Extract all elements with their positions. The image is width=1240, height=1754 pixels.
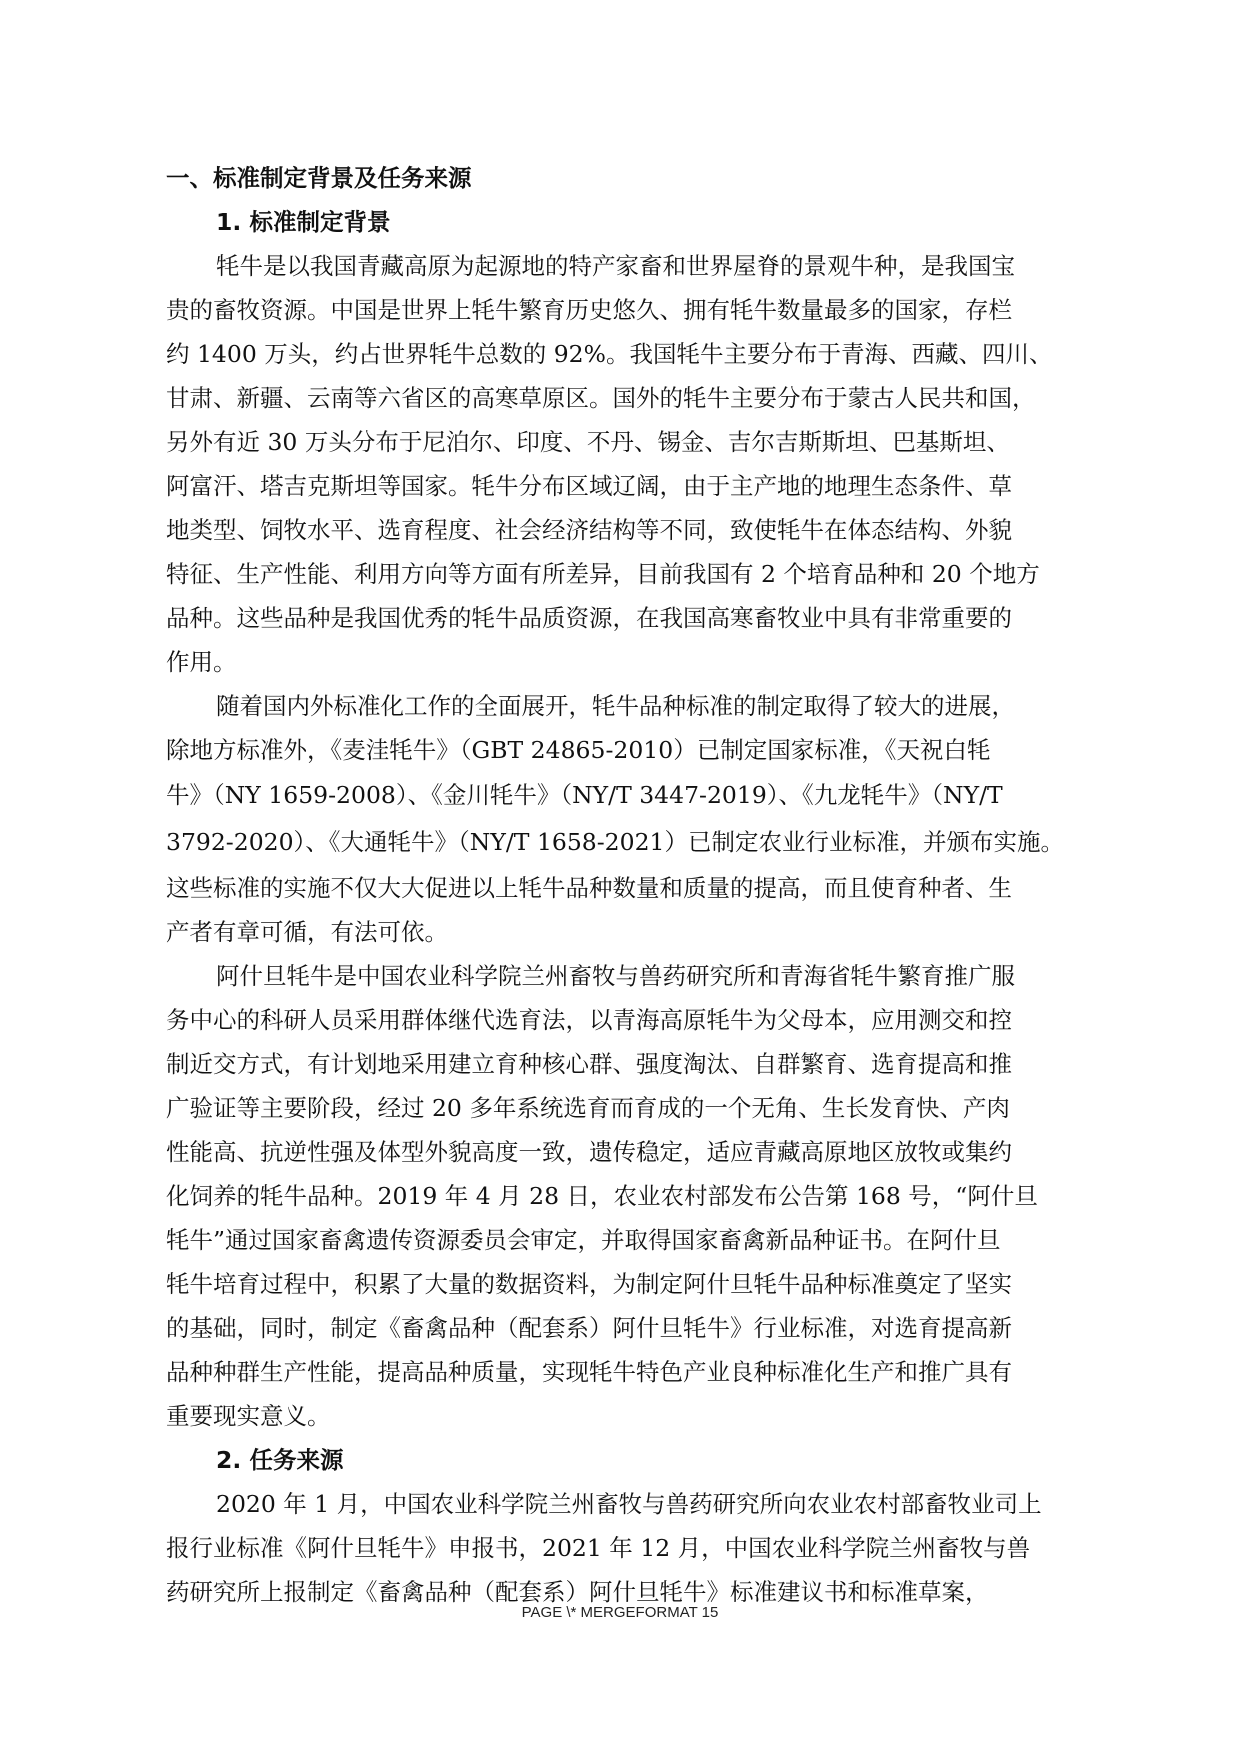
paragraph-line: 这些标准的实施不仅大大促进以上牦牛品种数量和质量的提高，而且使育种者、生 (166, 874, 1012, 902)
paragraph-line: 制近交方式，有计划地采用建立育种核心群、强度淘汰、自群繁育、选育提高和推 (166, 1050, 1012, 1078)
subsection-heading-task-source: 2. 任务来源 (216, 1446, 344, 1474)
paragraph-line: 另外有近 30 万头分布于尼泊尔、印度、不丹、锡金、吉尔吉斯斯坦、巴基斯坦、 (166, 428, 1010, 456)
paragraph-line: 品种种群生产性能，提高品种质量，实现牦牛特色产业良种标准化生产和推广具有 (166, 1358, 1012, 1386)
paragraph-line: 化饲养的牦牛品种。2019 年 4 月 28 日，农业农村部发布公告第 168 号，“阿什旦 (166, 1182, 1038, 1210)
paragraph-line: 药研究所上报制定《畜禽品种（配套系）阿什旦牦牛》标准建议书和标准草案， (166, 1578, 989, 1606)
paragraph-line: 的基础，同时，制定《畜禽品种（配套系）阿什旦牦牛》行业标准，对选育提高新 (166, 1314, 1012, 1342)
paragraph-line: 报行业标准《阿什旦牦牛》申报书，2021 年 12 月，中国农业科学院兰州畜牧与兽 (166, 1534, 1031, 1562)
paragraph-line: 地类型、饲牧水平、选育程度、社会经济结构等不同，致使牦牛在体态结构、外貌 (166, 516, 1012, 544)
paragraph-line: 甘肃、新疆、云南等六省区的高寒草原区。国外的牦牛主要分布于蒙古人民共和国， (166, 384, 1036, 412)
paragraph (166, 244, 1076, 684)
paragraph-line: 除地方标准外，《麦洼牦牛》（GBT 24865-2010）已制定国家标准，《天祝白牦 (166, 736, 991, 764)
paragraph-line: 特征、生产性能、利用方向等方面有所差异，目前我国有 2 个培育品种和 20 个地方 (166, 560, 1040, 588)
paragraph-line: 性能高、抗逆性强及体型外貌高度一致，遗传稳定，适应青藏高原地区放牧或集约 (166, 1138, 1012, 1166)
paragraph-line: 重要现实意义。 (166, 1402, 331, 1430)
paragraph (166, 954, 1076, 1438)
paragraph-line: 品种。这些品种是我国优秀的牦牛品质资源，在我国高寒畜牧业中具有非常重要的 (166, 604, 1012, 632)
paragraph-line: 作用。 (166, 648, 237, 676)
paragraph-line: 阿什旦牦牛是中国农业科学院兰州畜牧与兽药研究所和青海省牦牛繁育推广服 (216, 962, 1015, 990)
paragraph-line: 随着国内外标准化工作的全面展开，牦牛品种标准的制定取得了较大的进展， (216, 692, 1015, 720)
paragraph (166, 684, 1076, 954)
document-body (166, 156, 1076, 1614)
paragraph-line: 约 1400 万头，约占世界牦牛总数的 92%。我国牦牛主要分布于青海、西藏、四川、 (166, 340, 1053, 368)
paragraph-line: 贵的畜牧资源。中国是世界上牦牛繁育历史悠久、拥有牦牛数量最多的国家，存栏 (166, 296, 1012, 324)
section-heading-1: 一、标准制定背景及任务来源 (166, 164, 472, 192)
subsection-heading-background: 1. 标准制定背景 (216, 208, 391, 236)
paragraph-line: 牦牛是以我国青藏高原为起源地的特产家畜和世界屋脊的景观牛种，是我国宝 (216, 252, 1015, 280)
paragraph-line: 务中心的科研人员采用群体继代选育法，以青海高原牦牛为父母本，应用测交和控 (166, 1006, 1012, 1034)
page-footer: PAGE \* MERGEFORMAT 15 (521, 1604, 719, 1621)
paragraph-line: 2020 年 1 月，中国农业科学院兰州畜牧与兽药研究所向农业农村部畜牧业司上 (216, 1490, 1042, 1518)
paragraph-line: 广验证等主要阶段，经过 20 多年系统选育而育成的一个无角、生长发育快、产肉 (166, 1094, 1010, 1122)
paragraph-line: 牦牛”通过国家畜禽遗传资源委员会审定，并取得国家畜禽新品种证书。在阿什旦 (166, 1226, 1001, 1254)
paragraph-line: 牦牛培育过程中，积累了大量的数据资料，为制定阿什旦牦牛品种标准奠定了坚实 (166, 1270, 1012, 1298)
paragraph-line: 产者有章可循，有法可依。 (166, 918, 448, 946)
paragraph-line: 3792-2020）、《大通牦牛》（NY/T 1658-2021）已制定农业行业标准，并颁布实施。 (166, 828, 1064, 856)
paragraph-line: 牛》（NY 1659-2008）、《金川牦牛》（NY/T 3447-2019）、《九龙牦牛》（NY/T (166, 781, 1003, 809)
paragraph (166, 1482, 1076, 1614)
paragraph-line: 阿富汗、塔吉克斯坦等国家。牦牛分布区域辽阔，由于主产地的地理生态条件、草 (166, 472, 1012, 500)
